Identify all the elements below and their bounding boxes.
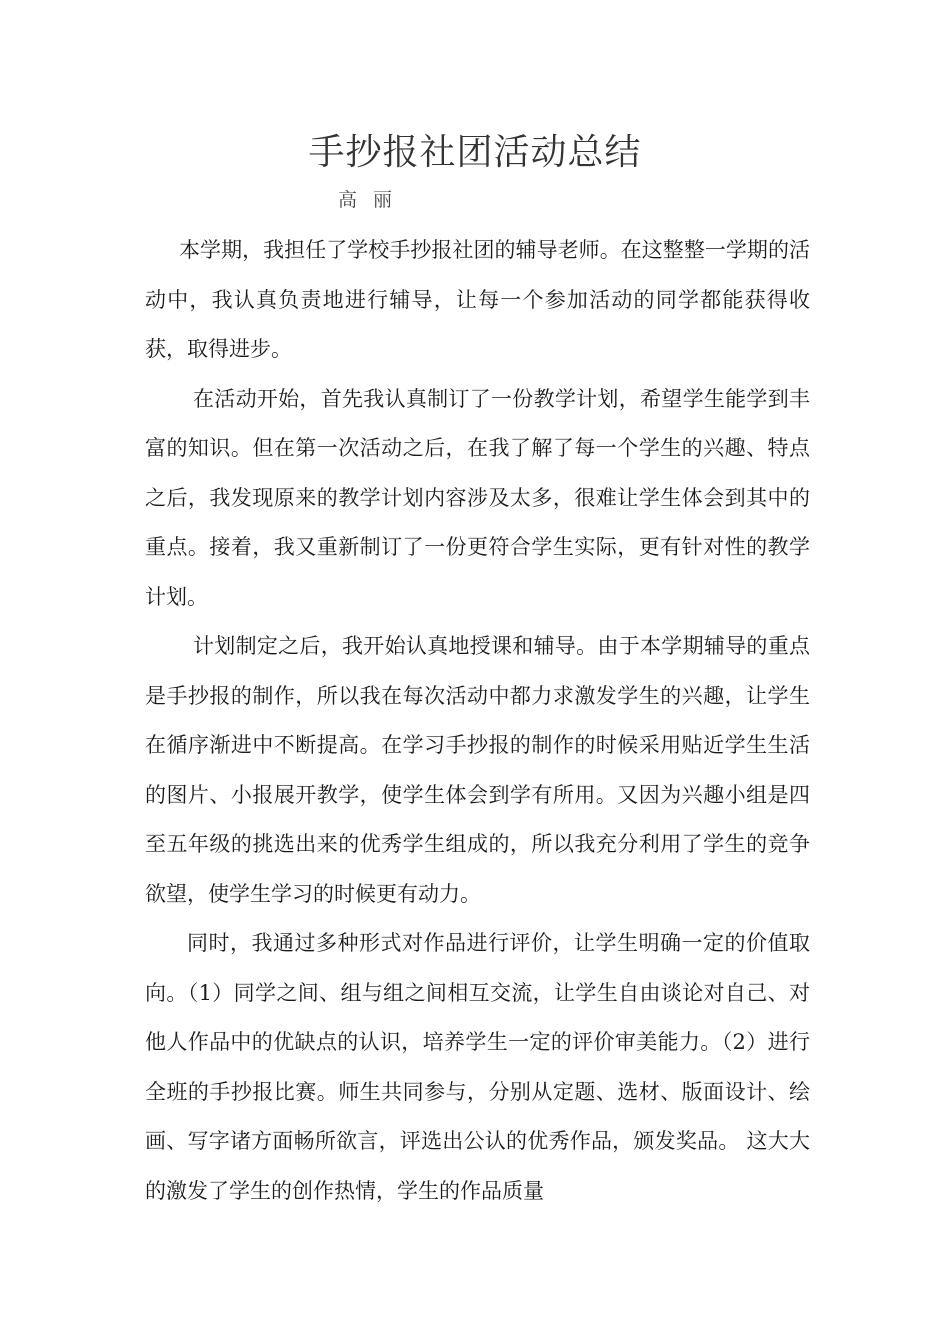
paragraph-3: 计划制定之后，我开始认真地授课和辅导。由于本学期辅导的重点是手抄报的制作，所以我在每次活动中都力求激发学生的兴趣，让学生在循序渐进中不断提高。在学习手抄报的制作的时候采用贴近学生生活的图片、小报展开教学，使学生体会到学有所用。又因为兴趣小组是四至五年级的挑选出来的优秀学生组成的，所以我充分利用了学生的竞争欲望，使学生学习的时候更有动力。 (145, 634, 810, 906)
paragraph-4: 同时，我通过多种形式对作品进行评价，让学生明确一定的价值取向。（1）同学之间、组与组之间相互交流，让学生自由谈论对自己、对他人作品中的优缺点的认识，培养学生一定的评价审美能力。（2）进行全班的手抄报比赛。师生共同参与，分别从定题、选材、版面设计、绘画、写字诸方面畅所欲言，评选出公认的优秀作品，颁发奖品。 这大大的激发了学生的创作热情，学生的作品质量 (145, 931, 810, 1203)
paragraph-1: 本学期，我担任了学校手抄报社团的辅导老师。在这整整一学期的活动中，我认真负责地进行辅导，让每一个参加活动的同学都能获得收获，取得进步。 (145, 238, 810, 361)
document-title: 手抄报社团活动总结 (308, 132, 642, 173)
document-body (145, 226, 810, 1216)
paragraph-2: 在活动开始，首先我认真制订了一份教学计划，希望学生能学到丰富的知识。但在第一次活动之后，在我了解了每一个学生的兴趣、特点之后，我发现原来的教学计划内容涉及太多，很难让学生体会到其中的重点。接着，我又重新制订了一份更符合学生实际，更有针对性的教学计划。 (145, 386, 810, 609)
author-name: 高丽 (338, 189, 409, 211)
